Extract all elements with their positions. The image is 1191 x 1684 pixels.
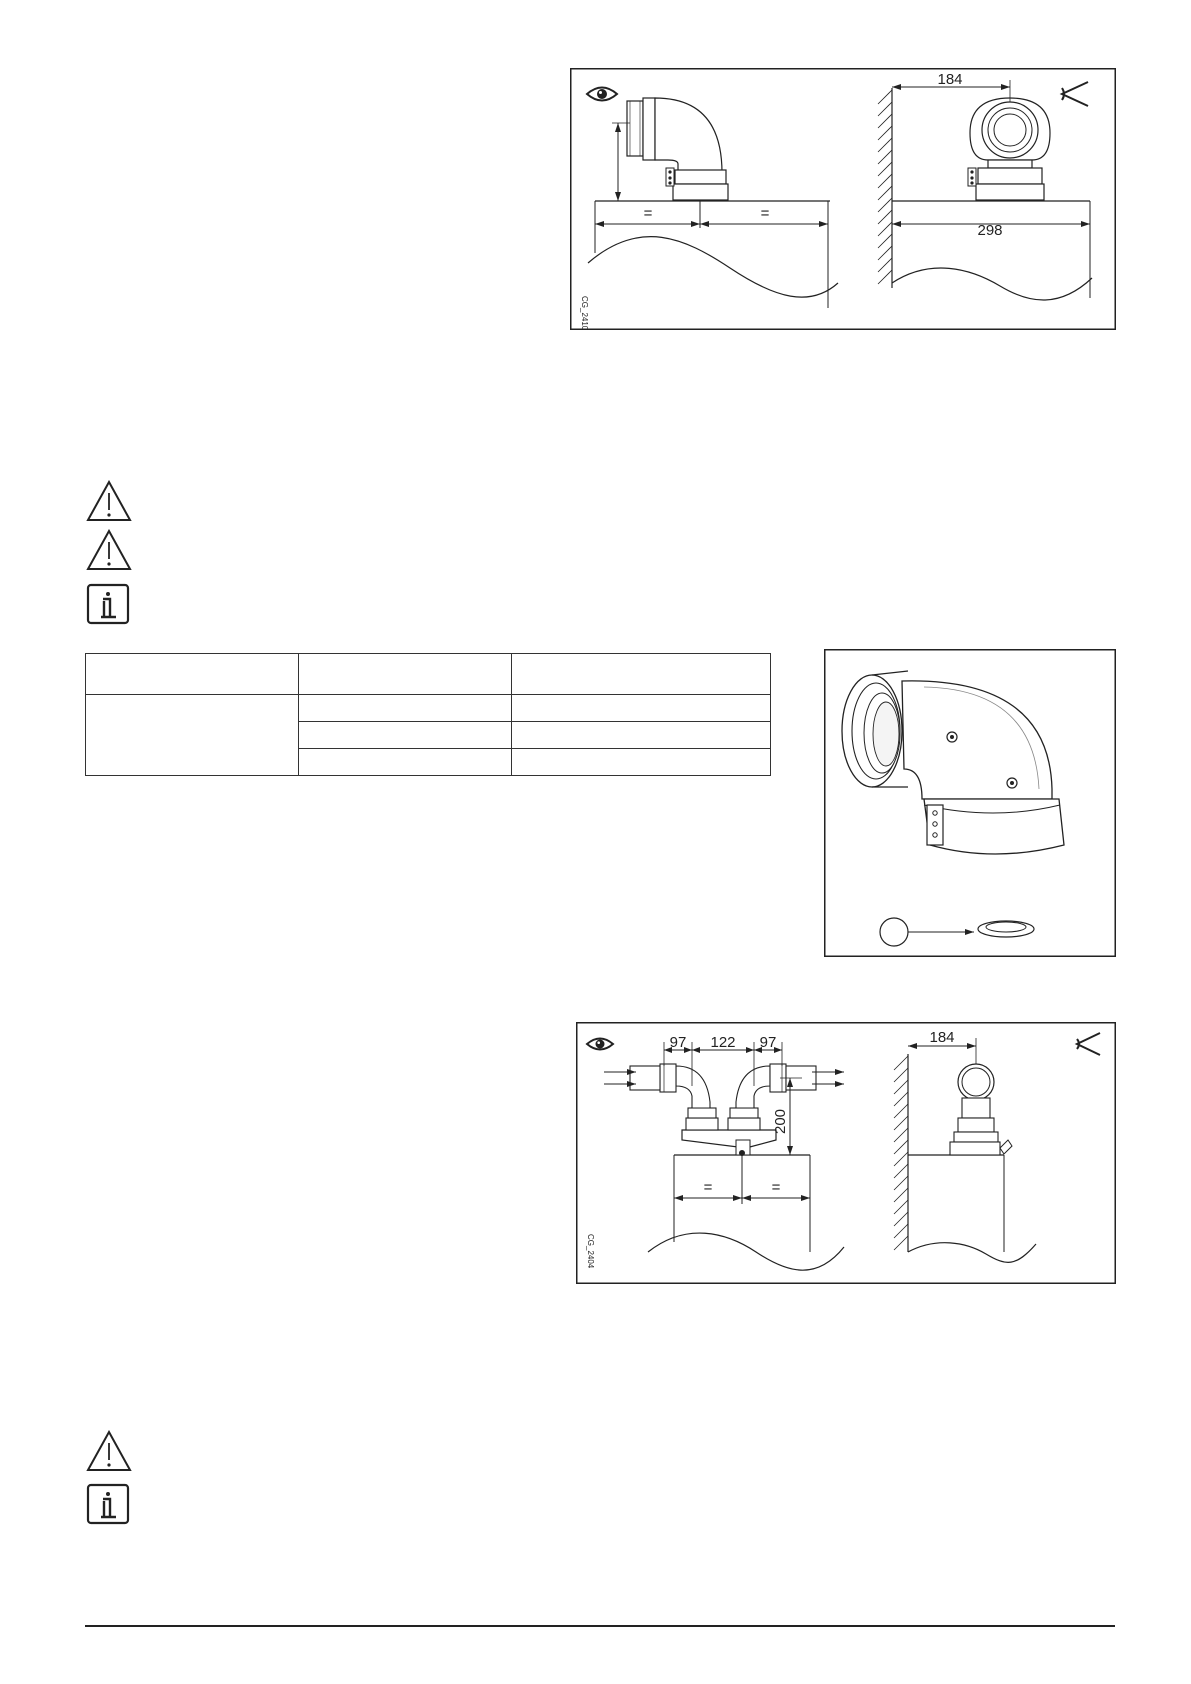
equal-label-right: = bbox=[760, 205, 770, 222]
eye-icon bbox=[587, 1039, 613, 1050]
equal-label-right: = bbox=[771, 1179, 781, 1196]
table-cell bbox=[299, 749, 512, 776]
figure-top bbox=[570, 68, 1116, 330]
side-view-icon bbox=[1077, 1033, 1100, 1055]
table-header-row bbox=[86, 654, 771, 695]
warning-icon bbox=[86, 1430, 132, 1472]
side-view-icon bbox=[1062, 82, 1088, 106]
table-cell bbox=[512, 654, 771, 695]
dimension-97-left: 97 bbox=[669, 1034, 687, 1051]
figure-code: CG_2410 bbox=[580, 296, 589, 330]
dimension-184: 184 bbox=[937, 71, 963, 88]
boiler-side-view bbox=[878, 80, 1092, 300]
figure-bottom bbox=[576, 1022, 1116, 1284]
boiler-side-view bbox=[894, 1038, 1036, 1262]
equal-label-left: = bbox=[703, 1179, 713, 1196]
warning-icon bbox=[86, 529, 132, 571]
table-cell bbox=[86, 695, 299, 776]
table-row bbox=[86, 695, 771, 722]
info-icon bbox=[86, 583, 132, 625]
info-icon bbox=[86, 1483, 132, 1525]
boiler-twin-pipe-view bbox=[604, 1042, 844, 1270]
table-cell bbox=[512, 722, 771, 749]
footer-divider bbox=[85, 1625, 1115, 1627]
dimension-184: 184 bbox=[929, 1029, 955, 1046]
table-cell bbox=[299, 722, 512, 749]
dimension-200: 200 bbox=[772, 1108, 789, 1134]
spec-table bbox=[85, 653, 771, 776]
equal-label-left: = bbox=[643, 205, 653, 222]
boiler-front-view bbox=[588, 98, 838, 308]
table-cell bbox=[512, 749, 771, 776]
figure-code: CG_2404 bbox=[586, 1234, 595, 1269]
dimension-298: 298 bbox=[977, 222, 1003, 239]
warning-icon bbox=[86, 480, 132, 522]
dimension-122: 122 bbox=[710, 1034, 736, 1051]
eye-icon bbox=[587, 88, 617, 101]
table-cell bbox=[512, 695, 771, 722]
dimension-97-right: 97 bbox=[759, 1034, 777, 1051]
table-cell bbox=[86, 654, 299, 695]
table-cell bbox=[299, 654, 512, 695]
figure-elbow bbox=[824, 649, 1116, 957]
table-cell bbox=[299, 695, 512, 722]
callout-circle bbox=[880, 918, 908, 946]
